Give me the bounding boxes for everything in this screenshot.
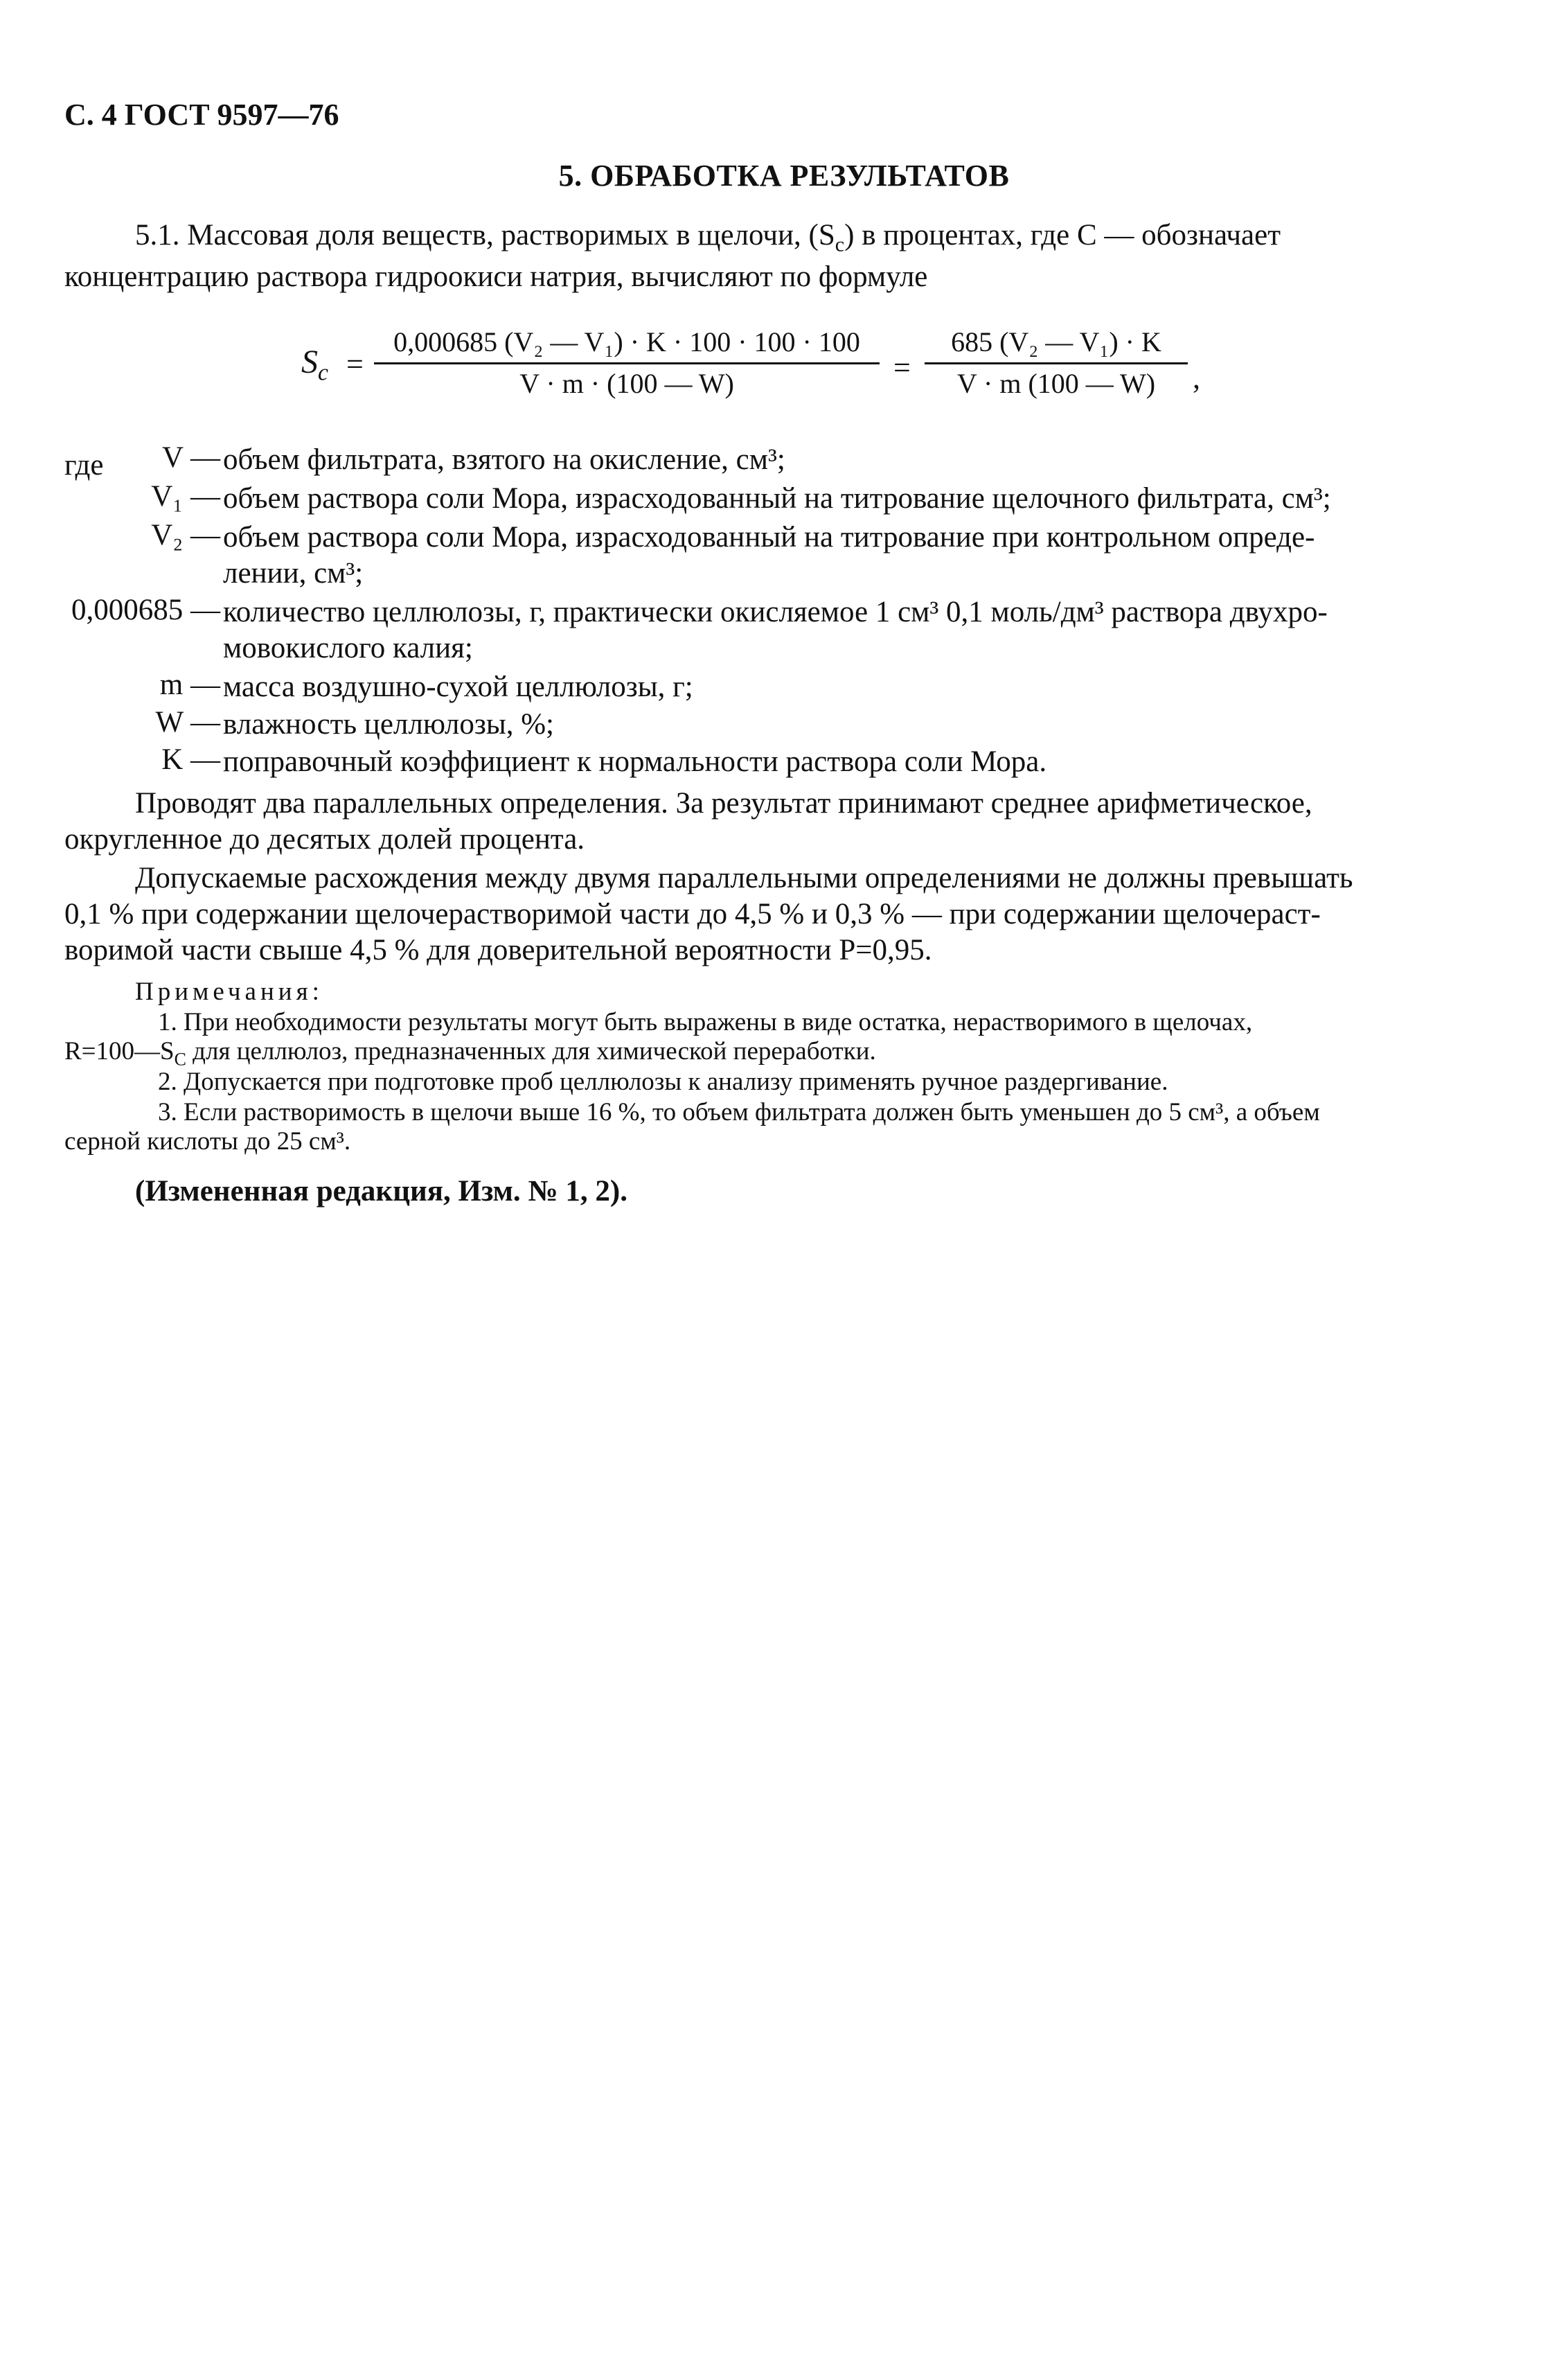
fraction-2-numerator: 685 (V₂ — V₁) · K — [951, 326, 1161, 357]
note-3-line-2: серной кислоты до 25 см³. — [64, 1127, 351, 1156]
intro-text-a: 5.1. Массовая доля веществ, растворимых в щелочи, (S — [135, 219, 835, 251]
def-label-v: V — — [161, 441, 220, 474]
def-label-v1: V₁ — — [151, 480, 220, 513]
fraction-1-denominator: V · m · (100 — W) — [519, 368, 734, 399]
note-1-sub: C — [174, 1049, 186, 1070]
def-text-coef-cont: мовокислого калия; — [223, 632, 473, 664]
formula-fraction-2 — [925, 326, 1188, 400]
def-text-v2: объем раствора соли Мора, израсходованный на титрование при контрольном опреде- — [223, 521, 1315, 554]
def-label-k: K — — [161, 743, 220, 776]
fraction-2-denominator: V · m (100 — W) — [956, 368, 1156, 399]
def-text-k: поправочный коэффициент к нормальности раствора соли Мора. — [223, 745, 1047, 778]
para2-line-3: воримой части свыше 4,5 % для доверительной вероятности P=0,95. — [64, 934, 932, 966]
def-text-w: влажность целлюлозы, %; — [223, 708, 554, 741]
para2-line-1: Допускаемые расхождения между двумя параллельными определениями не должны превышать — [135, 862, 1353, 894]
def-label-coef: 0,000685 — — [71, 594, 220, 626]
formula-fraction-1 — [374, 326, 880, 400]
fraction-1-numerator: 0,000685 (V₂ — V₁) · K · 100 · 100 · 100 — [393, 326, 860, 357]
notes-heading: Примечания: — [135, 978, 323, 1006]
para1-line-1: Проводят два параллельных определения. За результат принимают среднее арифметическое, — [135, 787, 1312, 820]
note-1-line-1: 1. При необходимости результаты могут быть выражены в виде остатка, нерастворимого в щелочах, — [158, 1008, 1253, 1036]
intro-text-b: ) в процентах, где C — обозначает — [844, 219, 1281, 251]
intro-line-2: концентрацию раствора гидроокиси натрия, вычисляют по формуле — [64, 260, 928, 293]
formula-equals-2: = — [893, 351, 911, 384]
amendment-note: (Измененная редакция, Изм. № 1, 2). — [135, 1175, 627, 1208]
section-title: 5. ОБРАБОТКА РЕЗУЛЬТАТОВ — [558, 159, 1010, 193]
note-1-formula: R=100—S — [64, 1037, 175, 1065]
formula-lhs: $S_c$ — [301, 344, 328, 386]
def-label-m: m — — [159, 669, 220, 701]
page-header: С. 4 ГОСТ 9597—76 — [64, 98, 339, 132]
formula-comma: , — [1193, 361, 1200, 395]
def-text-coef: количество целлюлозы, г, практически окисляемое 1 см³ 0,1 моль/дм³ раствора двухро- — [223, 596, 1328, 628]
note-2: 2. Допускается при подготовке проб целлюлозы к анализу применять ручное раздергивание. — [158, 1068, 1168, 1096]
def-text-v2-cont: лении, см³; — [223, 557, 364, 590]
note-3-line-1: 3. Если растворимость в щелочи выше 16 %, то объем фильтрата должен быть уменьшен до 5 см³, а объем — [158, 1098, 1320, 1126]
intro-sub-c: c — [835, 232, 845, 256]
where-label: где — [64, 449, 104, 481]
formula-equals-1: = — [346, 347, 364, 381]
def-text-m: масса воздушно-сухой целлюлозы, г; — [223, 671, 693, 703]
def-text-v: объем фильтрата, взятого на окисление, см³; — [223, 443, 785, 476]
def-label-w: W — — [155, 706, 220, 739]
def-label-v2: V₂ — — [151, 519, 220, 551]
para1-line-2: округленное до десятых долей процента. — [64, 823, 585, 856]
para2-line-2: 0,1 % при содержании щелочерастворимой части до 4,5 % и 0,3 % — при содержании щелочераст- — [64, 898, 1321, 930]
note-1-rest: для целлюлоз, предназначенных для химической переработки. — [186, 1037, 876, 1065]
def-text-v1: объем раствора соли Мора, израсходованный на титрование щелочного фильтрата, см³; — [223, 482, 1331, 515]
